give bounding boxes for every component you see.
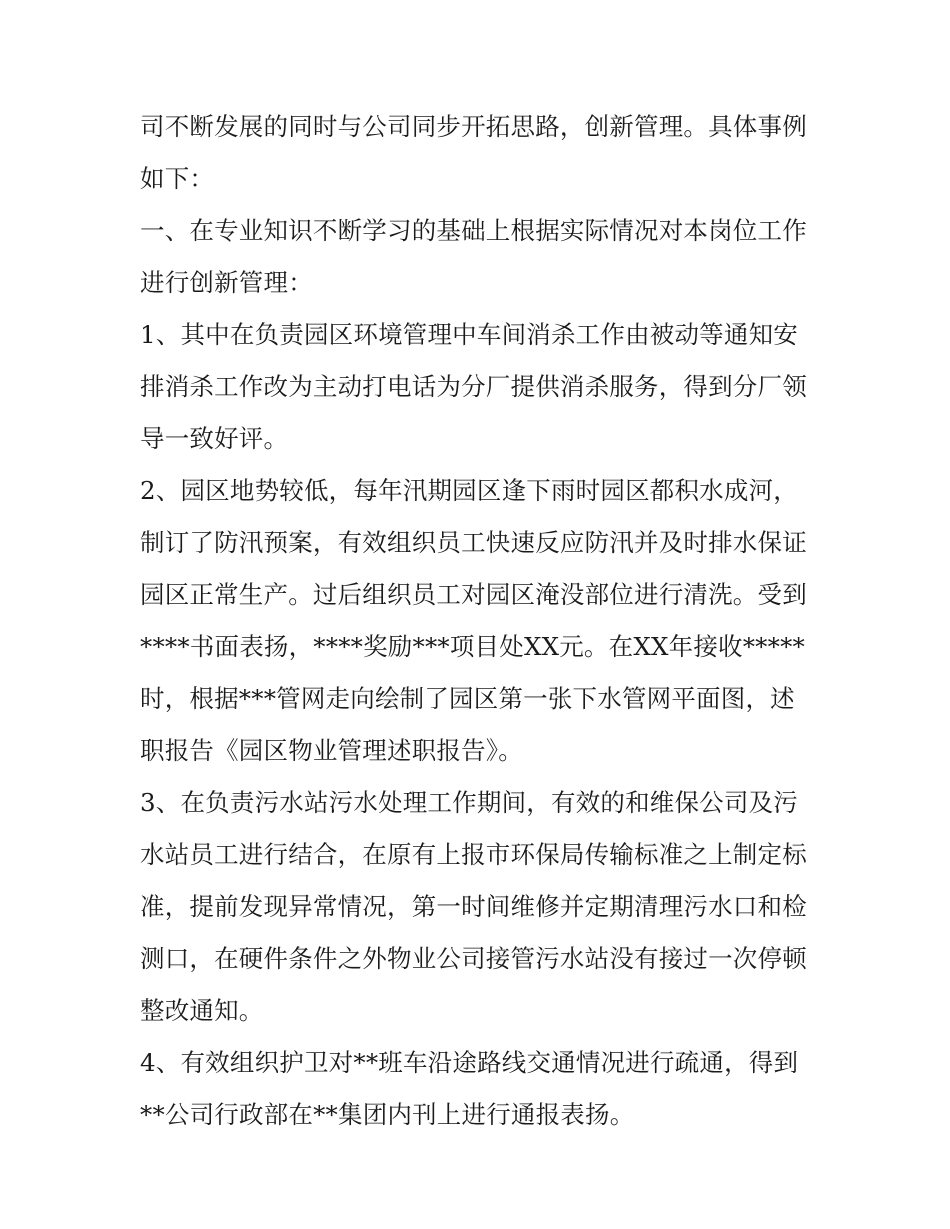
text-line: 准，提前发现异常情况，第一时间维修并定期清理污水口和检 — [140, 892, 807, 921]
text-line: 4、有效组织护卫对**班车沿途路线交通情况进行疏通，得到 — [140, 1048, 799, 1077]
text-line: 1、其中在负责园区环境管理中车间消杀工作由被动等通知安 — [140, 320, 798, 349]
text-line: 时，根据***管网走向绘制了园区第一张下水管网平面图，述 — [140, 684, 795, 713]
text-line: 如下： — [140, 164, 215, 193]
text-line: 水站员工进行结合，在原有上报市环保局传输标准之上制定标 — [140, 840, 807, 869]
text-line: 制订了防汛预案，有效组织员工快速反应防汛并及时排水保证 — [140, 528, 807, 557]
text-line: 测口，在硬件条件之外物业公司接管污水站没有接过一次停顿 — [140, 944, 807, 973]
text-line: 一、在专业知识不断学习的基础上根据实际情况对本岗位工作 — [140, 216, 807, 245]
text-line: 3、在负责污水站污水处理工作期间，有效的和维保公司及污 — [140, 788, 798, 817]
text-line: 排消杀工作改为主动打电话为分厂提供消杀服务，得到分厂领 — [140, 372, 807, 401]
text-line: 整改通知。 — [140, 996, 264, 1025]
text-line: 2、园区地势较低，每年汛期园区逢下雨时园区都积水成河， — [140, 476, 798, 505]
text-line: **公司行政部在**集团内刊上进行通报表扬。 — [140, 1100, 635, 1129]
text-line: ****书面表扬，****奖励***项目处XX元。在XX年接收***** — [140, 632, 805, 661]
text-line: 进行创新管理： — [140, 268, 313, 297]
text-line: 导一致好评。 — [140, 424, 289, 453]
text-line: 职报告《园区物业管理述职报告》。 — [140, 736, 523, 765]
text-line: 园区正常生产。过后组织员工对园区淹没部位进行清洗。受到 — [140, 580, 807, 609]
text-line: 司不断发展的同时与公司同步开拓思路，创新管理。具体事例 — [140, 112, 807, 141]
